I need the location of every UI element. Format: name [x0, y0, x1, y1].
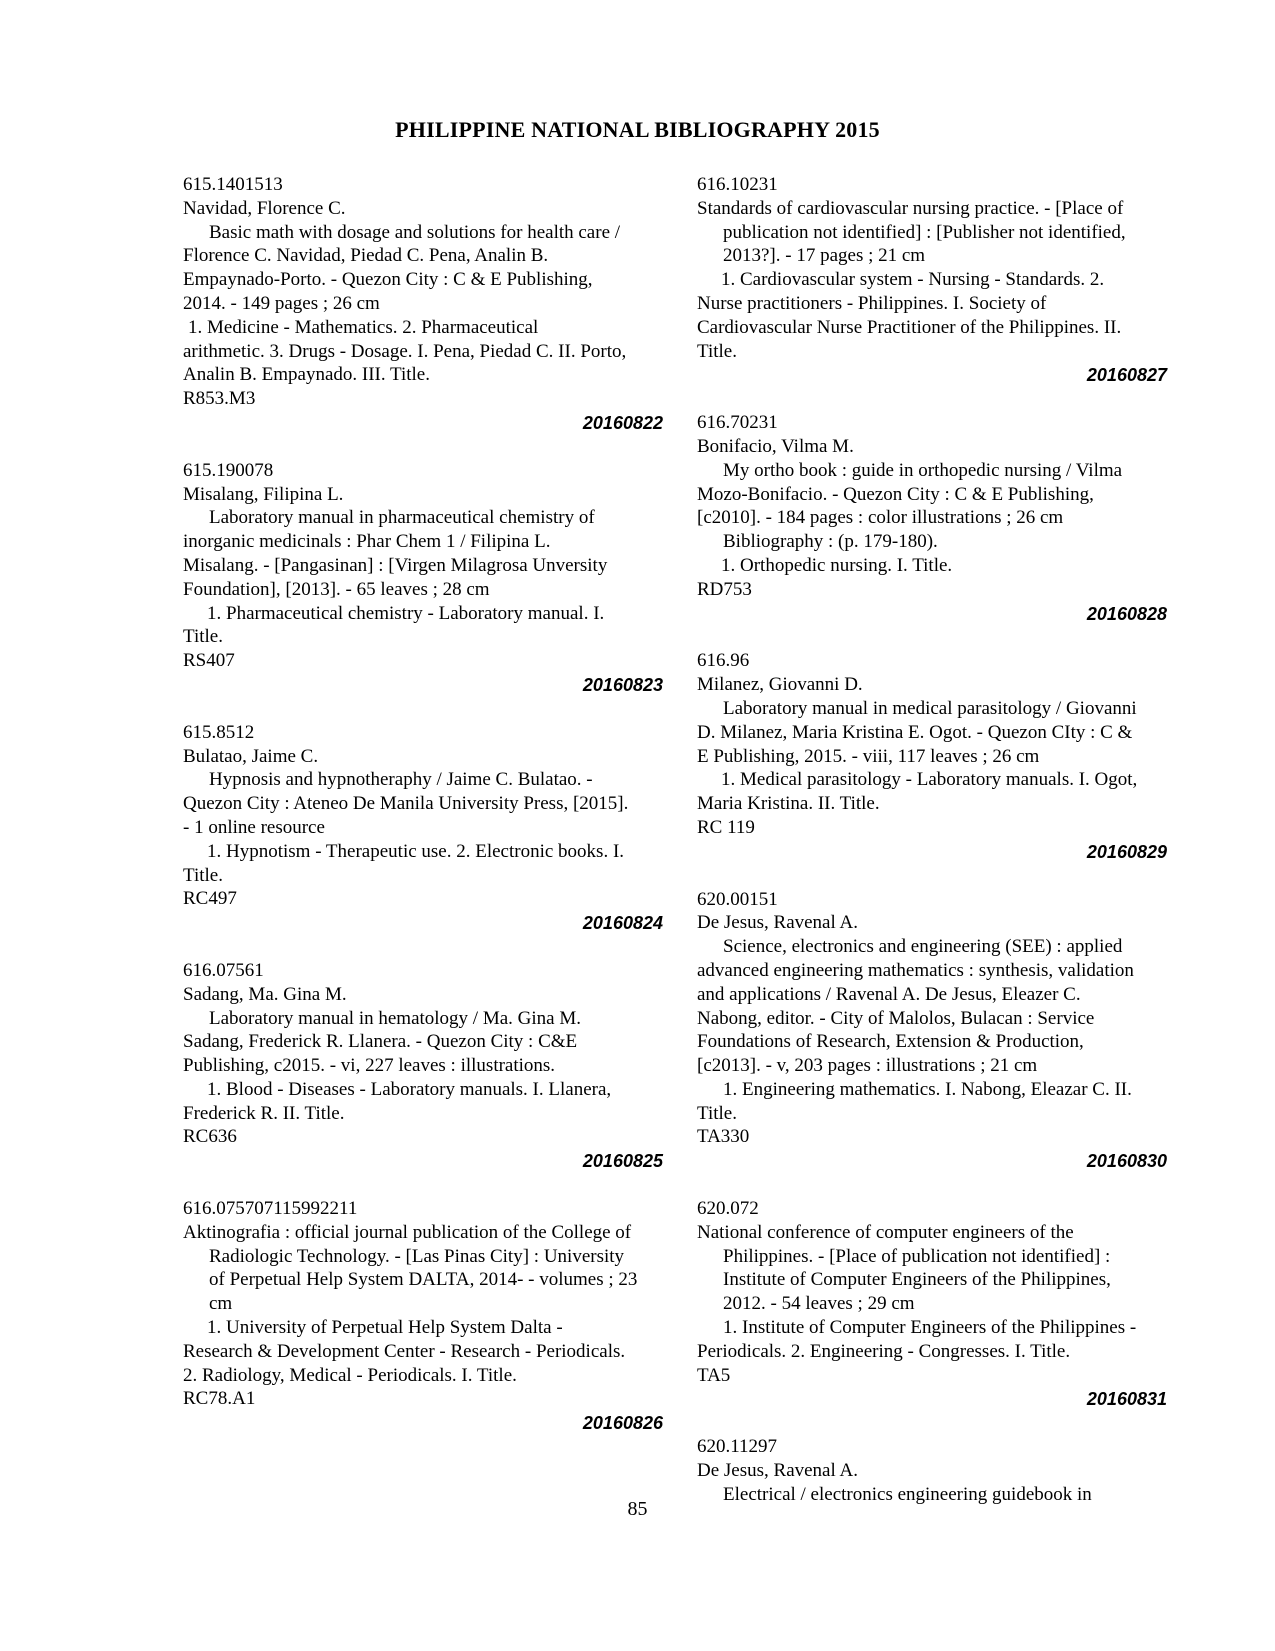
entry-spacer [697, 1411, 1177, 1435]
entry-line: Sadang, Frederick R. Llanera. - Quezon City : C&E [183, 1031, 578, 1053]
bibliography-entry [183, 1197, 673, 1459]
entry-line: Maria Kristina. II. Title. [697, 793, 880, 815]
entry-spacer [183, 1173, 673, 1197]
entry-line: Electrical / electronics engineering guidebook in [723, 1483, 1092, 1505]
entry-line: Frederick R. II. Title. [183, 1102, 345, 1124]
call-number: 615.8512 [183, 721, 255, 743]
accession-date: 20160822 [582, 412, 663, 433]
entry-line: Radiologic Technology. - [Las Pinas City] : University [209, 1245, 625, 1267]
entry-line: Laboratory manual in hematology / Ma. Gina M. [209, 1007, 581, 1029]
entry-line: 1. Cardiovascular system - Nursing - Standards. 2. [721, 269, 1105, 291]
call-number: 616.07561 [183, 959, 264, 981]
call-number: 616.70231 [697, 412, 778, 434]
entry-line: Misalang, Filipina L. [183, 483, 344, 505]
entry-line: RC636 [183, 1126, 237, 1148]
call-number: 620.11297 [697, 1436, 778, 1458]
entry-line: [c2013]. - v, 203 pages : illustrations ; 21 cm [697, 1055, 1038, 1077]
entry-line: 1. Hypnotism - Therapeutic use. 2. Electronic books. I. [207, 840, 625, 862]
entry-line: 1. Engineering mathematics. I. Nabong, Eleazar C. II. [723, 1078, 1132, 1100]
entry-spacer [697, 1173, 1177, 1197]
entry-line: Sadang, Ma. Gina M. [183, 983, 347, 1005]
accession-date: 20160825 [582, 1151, 663, 1172]
call-number: 615.1401513 [183, 174, 283, 195]
entry-spacer [697, 387, 1177, 411]
entry-line: Publishing, c2015. - vi, 227 leaves : illustrations. [183, 1055, 556, 1077]
entry-line: - 1 online resource [183, 816, 325, 838]
entry-line: Milanez, Giovanni D. [697, 674, 863, 696]
entry-line: publication not identified] : [Publisher not identified, [723, 221, 1126, 243]
entry-line: Basic math with dosage and solutions for health care / [209, 221, 621, 243]
entry-line: Research & Development Center - Research - Periodicals. [183, 1340, 626, 1362]
entry-line: D. Milanez, Maria Kristina E. Ogot. - Quezon CIty : C & [697, 721, 1133, 743]
entry-line: 2013?]. - 17 pages ; 21 cm [723, 245, 926, 267]
accession-date: 20160826 [582, 1413, 663, 1434]
call-number: 616.10231 [697, 174, 778, 195]
bibliography-entry [183, 721, 673, 959]
entry-line: Nurse practitioners - Philippines. I. Society of [697, 292, 1047, 314]
accession-date: 20160830 [1086, 1151, 1167, 1172]
bibliography-entry [183, 173, 673, 459]
entry-spacer [183, 1435, 673, 1459]
call-number: 620.00151 [697, 888, 778, 910]
call-number: 615.190078 [183, 459, 274, 481]
entry-line: 1. Medical parasitology - Laboratory manuals. I. Ogot, [721, 769, 1138, 791]
accession-date: 20160827 [1086, 365, 1167, 386]
entry-line: 1. Blood - Diseases - Laboratory manuals. I. Llanera, [207, 1078, 612, 1100]
entry-line: Laboratory manual in pharmaceutical chemistry of [209, 507, 595, 529]
entry-line: RC497 [183, 888, 237, 910]
page-number: 85 [627, 1498, 648, 1520]
entry-line: Laboratory manual in medical parasitology / Giovanni [723, 697, 1137, 719]
entry-line: Cardiovascular Nurse Practitioner of the Philippines. II. [697, 316, 1122, 338]
entry-line: 1. Orthopedic nursing. I. Title. [721, 554, 953, 576]
entry-line: De Jesus, Ravenal A. [697, 1460, 858, 1482]
entry-line: advanced engineering mathematics : synthesis, validation [697, 959, 1134, 981]
accession-date: 20160828 [1086, 603, 1167, 624]
bibliography-entry [183, 459, 673, 721]
entry-line: National conference of computer engineers of the [697, 1221, 1074, 1243]
entry-line: RC78.A1 [183, 1388, 256, 1410]
entry-line: R853.M3 [183, 388, 256, 410]
entry-line: Title. [697, 1102, 737, 1124]
entry-line: E Publishing, 2015. - viii, 117 leaves ; 26 cm [697, 745, 1040, 767]
entry-line: TA330 [697, 1126, 750, 1148]
entry-line: RD753 [697, 578, 752, 600]
entry-line: Bulatao, Jaime C. [183, 745, 319, 767]
entry-line: Foundations of Research, Extension & Production, [697, 1031, 1084, 1053]
entry-line: Science, electronics and engineering (SEE) : applied [723, 936, 1123, 958]
left-column [183, 173, 673, 1459]
accession-date: 20160823 [582, 674, 663, 695]
entry-line: Title. [183, 864, 223, 886]
entry-spacer [697, 864, 1177, 888]
entry-line: Misalang. - [Pangasinan] : [Virgen Milagrosa Unversity [183, 554, 608, 576]
accession-date: 20160824 [582, 913, 663, 934]
bibliography-entry [183, 959, 673, 1197]
call-number: 616.075707115992211 [183, 1198, 358, 1220]
entry-line: Nabong, editor. - City of Malolos, Bulacan : Service [697, 1007, 1095, 1029]
entry-line: inorganic medicinals : Phar Chem 1 / Filipina L. [183, 531, 551, 553]
entry-line: 1. Medicine - Mathematics. 2. Pharmaceutical [188, 316, 539, 338]
bibliography-entry [697, 1435, 1177, 1506]
entry-line: Foundation], [2013]. - 65 leaves ; 28 cm [183, 578, 490, 600]
entry-line: Bonifacio, Vilma M. [697, 435, 854, 457]
entry-line: Title. [697, 340, 737, 362]
bibliography-entry [697, 888, 1177, 1198]
entry-spacer [697, 626, 1177, 650]
entry-line: Bibliography : (p. 179-180). [723, 531, 938, 553]
entry-line: Periodicals. 2. Engineering - Congresses. I. Title. [697, 1340, 1071, 1362]
bibliography-entry [697, 411, 1177, 649]
entry-line: Navidad, Florence C. [183, 197, 346, 219]
entry-line: arithmetic. 3. Drugs - Dosage. I. Pena, Piedad C. II. Porto, [183, 340, 627, 362]
entry-line: 2. Radiology, Medical - Periodicals. I. Title. [183, 1364, 517, 1386]
entry-line: Standards of cardiovascular nursing practice. - [Place of [697, 197, 1124, 219]
entry-line: 1. Pharmaceutical chemistry - Laboratory manual. I. [207, 602, 605, 624]
entry-line: of Perpetual Help System DALTA, 2014- - volumes ; 23 [209, 1269, 638, 1291]
call-number: 620.072 [697, 1198, 759, 1220]
entry-line: Florence C. Navidad, Piedad C. Pena, Analin B. [183, 245, 549, 267]
entry-line: Title. [183, 626, 223, 648]
entry-line: De Jesus, Ravenal A. [697, 912, 858, 934]
bibliography-entry [697, 649, 1177, 887]
entry-line: 1. University of Perpetual Help System Dalta - [207, 1317, 563, 1339]
entry-line: 1. Institute of Computer Engineers of the Philippines - [723, 1317, 1137, 1339]
entry-line: Mozo-Bonifacio. - Quezon City : C & E Publishing, [697, 483, 1094, 505]
entry-line: TA5 [697, 1364, 731, 1386]
page-title: PHILIPPINE NATIONAL BIBLIOGRAPHY 2015 [395, 117, 880, 142]
entry-line: RS407 [183, 650, 235, 672]
entry-line: cm [209, 1293, 233, 1315]
entry-line: [c2010]. - 184 pages : color illustrations ; 26 cm [697, 507, 1064, 529]
accession-date: 20160829 [1086, 841, 1167, 862]
call-number: 616.96 [697, 650, 750, 672]
entry-spacer [183, 935, 673, 959]
accession-date: 20160831 [1086, 1389, 1167, 1410]
entry-line: Analin B. Empaynado. III. Title. [183, 364, 430, 386]
entry-line: Empaynado-Porto. - Quezon City : C & E Publishing, [183, 269, 593, 291]
entry-line: Hypnosis and hypnotheraphy / Jaime C. Bulatao. - [209, 769, 593, 791]
bibliography-entry [697, 1197, 1177, 1435]
entry-line: Quezon City : Ateneo De Manila University Press, [2015]. [183, 793, 629, 815]
entry-line: 2014. - 149 pages ; 26 cm [183, 292, 380, 314]
bibliography-entry [697, 173, 1177, 411]
entry-spacer [183, 435, 673, 459]
entry-line: 2012. - 54 leaves ; 29 cm [723, 1293, 915, 1315]
entry-line: and applications / Ravenal A. De Jesus, Eleazer C. [697, 983, 1081, 1005]
entry-line: Philippines. - [Place of publication not identified] : [723, 1245, 1111, 1267]
entry-line: RC 119 [697, 816, 755, 838]
entry-spacer [183, 697, 673, 721]
entry-line: Institute of Computer Engineers of the Philippines, [723, 1269, 1111, 1291]
entry-line: My ortho book : guide in orthopedic nursing / Vilma [723, 459, 1123, 481]
entry-line: Aktinografia : official journal publication of the College of [183, 1221, 632, 1243]
right-column [697, 173, 1177, 1507]
